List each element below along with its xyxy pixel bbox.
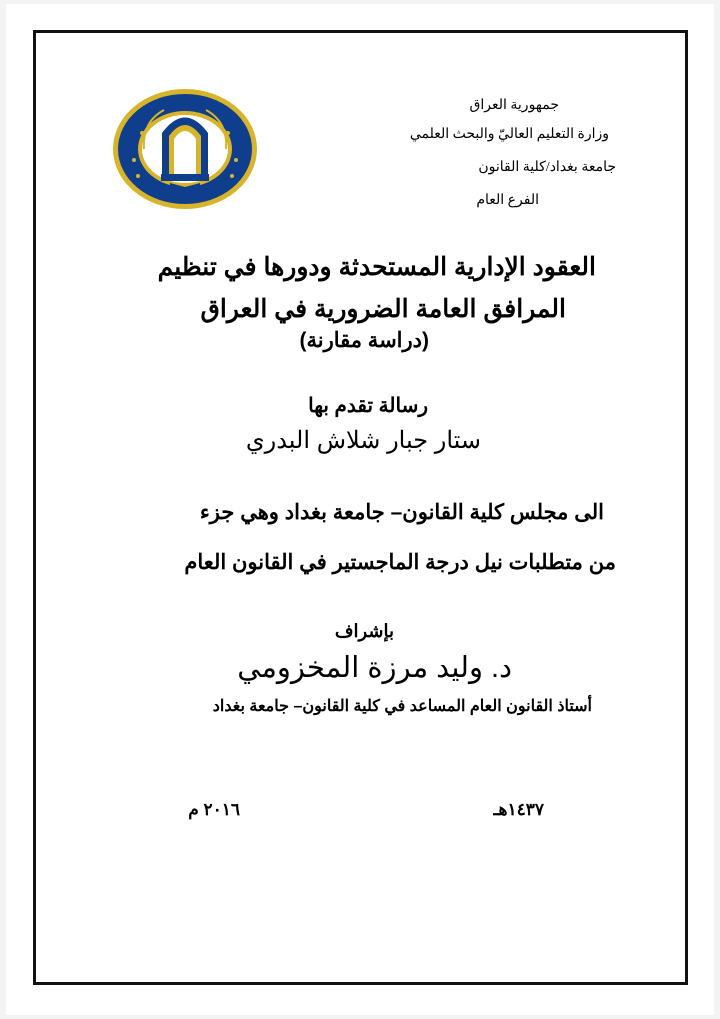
- header-ministry: وزارة التعليم العاليّ والبحث العلمي: [409, 127, 609, 142]
- date-gregorian: ٢٠١٦ م: [188, 800, 240, 819]
- council-line1: الى مجلس كلية القانون– جامعة بغداد وهي جزء: [199, 501, 604, 524]
- thesis-title-line2: المرافق العامة الضرورية في العراق: [200, 295, 566, 323]
- supervisor-name: د. وليد مرزة المخزومي: [237, 652, 512, 684]
- university-seal-icon: [112, 88, 258, 210]
- date-hijri: ١٤٣٧هـ: [493, 800, 544, 819]
- header-country: جمهورية العراق: [469, 98, 559, 113]
- header-university: جامعة بغداد/كلية القانون: [478, 160, 616, 175]
- supervision-label: بإشراف: [334, 621, 394, 641]
- thesis-subtitle: (دراسة مقارنة): [299, 329, 429, 352]
- thesis-title-line1: العقود الإدارية المستحدثة ودورها في تنظيم: [157, 253, 596, 281]
- header-department: الفرع العام: [476, 193, 539, 208]
- author-name: ستار جبار شلاش البدري: [245, 427, 481, 454]
- council-line2: من متطلبات نيل درجة الماجستير في القانون العام: [184, 551, 616, 574]
- submission-label: رسالة تقدم بها: [308, 395, 428, 417]
- supervisor-title: أستاذ القانون العام المساعد في كلية القانون– جامعة بغداد: [212, 698, 592, 715]
- document-page: [6, 4, 714, 1015]
